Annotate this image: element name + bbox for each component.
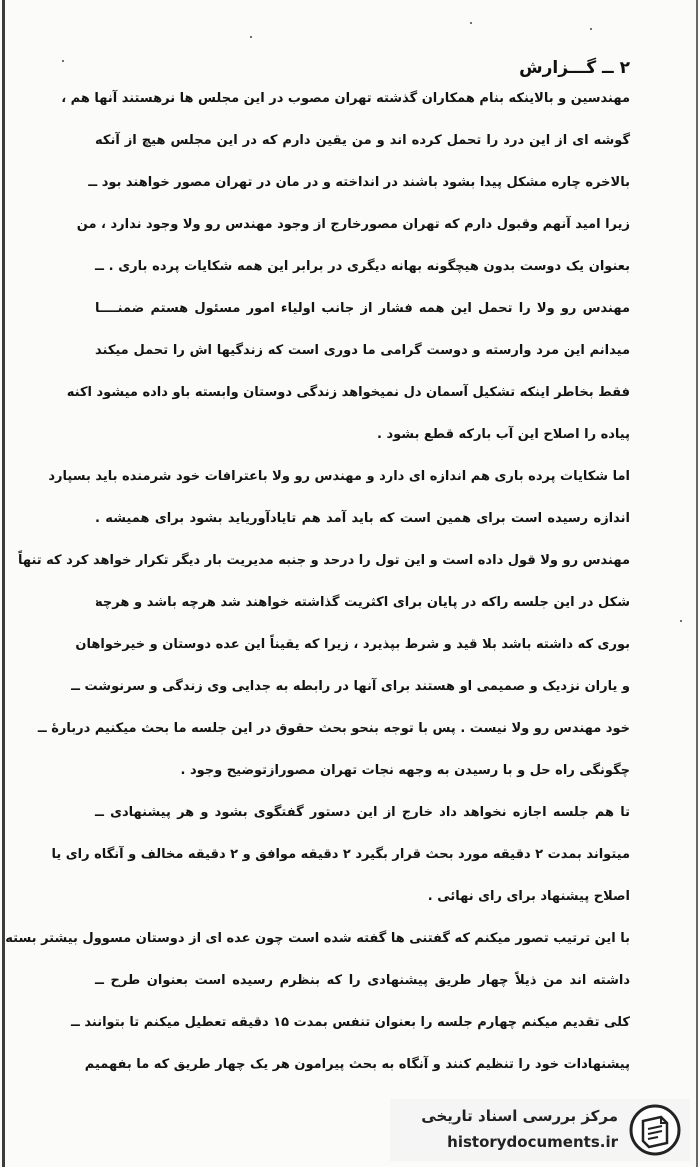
text-line: پیاده را اصلاح این آب بارکه قطع بشود . — [377, 427, 630, 442]
scan-speck — [590, 28, 592, 30]
text-line: اصلاح پیشنهاد برای رای نهائی . — [427, 889, 630, 904]
page-header: ۲ ــ گـــزارش — [519, 58, 630, 78]
text-line: با این ترتیب تصور میکنم که گفتنی ها گفته شده است چون عده ای از دوستان مسوول بیشتر بسته — [5, 931, 630, 946]
text-line: خود مهندس رو ولا نیست . پس با توجه بنحو بحث حقوق در این جلسه ما بحث میکنیم دربارهٔ ــ — [37, 721, 630, 736]
text-line: بالاخره چاره مشکل پیدا بشود باشند در انداخته و در مان در تهران مصور خواهند بود ــ — [88, 175, 630, 190]
text-line: چگونگی راه حل و با رسیدن به وجهه نجات تهران مصورازتوضیح وجود . — [180, 763, 630, 778]
watermark — [390, 1099, 690, 1161]
text-line: داشته اند من ذیلاً چهار طریق پیشنهادی را که بنظرم رسیده است بعنوان طرح ــ — [95, 973, 630, 988]
watermark-title: مرکز بررسی اسناد تاریخی — [421, 1107, 618, 1125]
scan-speck — [250, 36, 252, 38]
text-line: کلی تقدیم میکنم چهارم جلسه را بعنوان تنفس بمدت ۱۵ دقیقه تعطیل میکنم تا بتوانند ــ — [70, 1015, 630, 1030]
scan-speck — [470, 22, 472, 24]
text-line: فقط بخاطر اینکه تشکیل آسمان دل نمیخواهد زندگی دوستان وابسته باو داده میشود اکنه — [66, 385, 630, 400]
text-line: شکل در این جلسه راکه در پایان برای اکثریت گذاشته خواهند شد هرچه باشد و هرچه — [95, 595, 630, 610]
text-line: زیرا امید آنهم وقبول دارم که تهران مصورخارج از وجود مهندس رو ولا وجود ندارد ، من — [76, 217, 630, 232]
scan-edge-right — [696, 0, 698, 1167]
text-line: مهندس رو ولا قول داده است و این تول را درحد و جنبه مدیریت بار دیگر تکرار خواهد کرد که تنهاً — [18, 553, 630, 568]
text-line: اما شکایات پرده باری هم اندازه ای دارد و مهندس رو ولا باعترافات خود شرمنده باید بسپارد — [48, 469, 630, 484]
text-line: میتواند بمدت ۲ دقیقه مورد بحث قرار بگیرد ۲ دقیقه موافق و ۲ دقیقه مخالف و آنگاه رای یا — [51, 847, 630, 862]
text-line: بوری که داشته باشد بلا قید و شرط بپذیرد ، زیرا که یقیناً این عده دوستان و خیرخواهان — [75, 637, 630, 652]
document-body — [5, 88, 630, 1096]
text-line: بعنوان یک دوست بدون هیچگونه بهانه دیگری در برابر این همه شکایات پرده باری . ــ — [95, 259, 630, 274]
scan-speck — [680, 620, 682, 622]
text-line: گوشه ای از این درد را تحمل کرده اند و من یقین دارم که در این مجلس هیچ از آنکه — [95, 133, 630, 148]
scan-speck — [62, 60, 64, 62]
text-line: و یاران نزدیک و صمیمی او هستند برای آنها در رابطه به جدایی وی زندگی و سرنوشت ــ — [71, 679, 630, 694]
text-line: مهندسین و بالاینکه بنام همکاران گذشته تهران مصوب در این مجلس ها نرهستند آنها هم ، — [61, 91, 630, 106]
text-line: مهندس رو ولا را تحمل این همه فشار از جانب اولیاء امور مسئول هستم ضمنــــا — [95, 301, 630, 316]
text-line: پیشنهادات خود را تنظیم کنند و آنگاه به بحث پیرامون هر یک چهار طریق که ما بفهمیم — [84, 1057, 630, 1072]
text-line: تا هم جلسه اجازه نخواهد داد خارج از این دستور گفتگوی بشود و هر پیشنهادی ــ — [95, 805, 630, 820]
archive-logo-icon — [628, 1103, 682, 1157]
scan-edge-left — [2, 0, 5, 1167]
watermark-url: historydocuments.ir — [447, 1133, 618, 1151]
text-line: اندازه رسیده است برای همین است که باید آمد هم تایادآوریاید بشود برای همیشه . — [95, 511, 630, 526]
text-line: میدانم این مرد وارسته و دوست گرامی ما دوری است که زندگیها اش را تحمل میکند — [95, 343, 630, 358]
